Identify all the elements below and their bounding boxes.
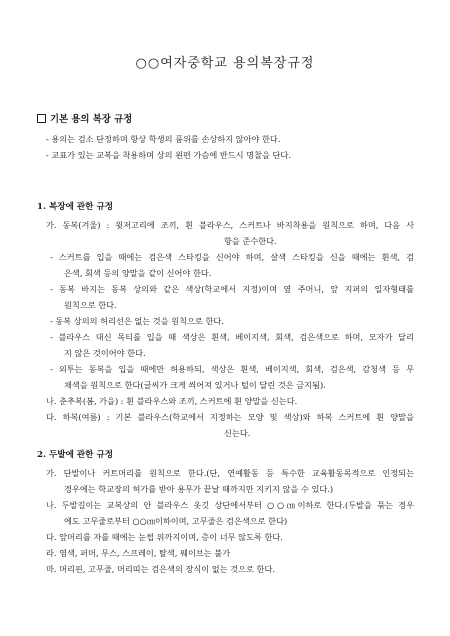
basic-rule-2: - 교표가 있는 교복을 착용하며 상의 왼편 가슴에 반드시 명찰을 단다. (46, 150, 291, 160)
s2-line-6: 라. 염색, 퍼머, 무스, 스프레이, 탈색, 웨이브는 불가 (46, 548, 231, 558)
s1-line-7: - 동복 상의의 허리선은 없는 것을 원칙으로 한다. (50, 316, 224, 326)
s2-line-5: 다. 앞머리를 자를 때에는 눈썹 위까지이며, 층이 너무 않도록 한다. (46, 532, 283, 542)
s1-line-10: - 외투는 동복을 입을 때에만 허용하되, 색상은 흰색, 베이지색, 회색, 검은색, 감청색 등 무 (50, 364, 414, 374)
basic-rules-heading: 기본 용의 복장 규정 (37, 114, 132, 125)
s1-line-8: - 블라우스 대신 목티를 입을 때 색상은 흰색, 베이지색, 회색, 검은색으로 하며, 모자가 달리 (50, 332, 414, 342)
s1-line-5: - 동복 바지는 동복 상의와 같은 색상(학교에서 지정)이며 옆 주머니, 앞 지퍼의 일자형태를 (50, 284, 414, 294)
s1-line-11: 채색을 원칙으로 한다(글씨가 크게 씌어져 있거나 털이 달린 것은 금지됨). (64, 380, 326, 390)
section1-heading: 1. 복장에 관한 규정 (37, 202, 114, 212)
s1-line-12: 나. 춘추복(봄, 가을) : 흰 블라우스와 조끼, 스커트에 흰 양말을 신는다. (46, 396, 298, 406)
s2-line-3: 나. 두발길이는 교복상의 안 블라우스 옷깃 상단에서부터 ○○㎝이하로 한다.(두발을 묶는 경우 (46, 500, 414, 510)
basic-rule-1: - 용의는 검소 단정하며 항상 학생의 품위를 손상하지 않아야 한다. (46, 134, 281, 144)
s2-line-4: 에도 고무줄로부터 ○○㎝이하이며, 고무줄은 검은색으로 한다) (64, 516, 288, 526)
s2-line-7: 마. 머리핀, 고무줄, 머리띠는 검은색의 장식이 없는 것으로 한다. (46, 564, 275, 574)
s1-line-9: 지 않은 것이어야 한다. (64, 348, 146, 358)
page-title: ○○여자중학교 용의복장규정 (135, 56, 315, 71)
s1-line-2: 항을 준수한다. (224, 236, 277, 246)
s1-line-14: 신는다. (224, 428, 251, 438)
s1-line-4: 은색, 회색 등의 양말을 같이 신어야 한다. (64, 268, 212, 278)
checkbox-icon (37, 114, 46, 123)
s1-line-1: 가. 동복(겨울) : 윗저고리에 조끼, 흰 블라우스, 스커트나 바지착용을 원칙으로 하며, 다음 사 (46, 220, 414, 230)
s1-line-3: - 스커트를 입을 때에는 검은색 스타킹을 신어야 하며, 살색 스타킹을 신을 때에는 흰색, 검 (50, 252, 414, 262)
s2-line-1: 가. 단발이나 커트머리를 원칙으로 한다.(단, 연예활동 등 특수한 교육활동목적으로 인정되는 (46, 468, 414, 478)
section2-heading: 2. 두발에 관한 규정 (37, 450, 114, 460)
s2-line-2: 경우에는 학교장의 허가를 받아 용무가 끝날 때까지만 지키지 않을 수 있다.) (64, 484, 334, 494)
s1-line-13: 다. 하복(여름) : 기본 블라우스(학교에서 지정하는 모양 및 색상)와 하복 스커트에 흰 양말을 (46, 412, 414, 422)
s1-line-6: 원칙으로 한다. (64, 300, 117, 310)
